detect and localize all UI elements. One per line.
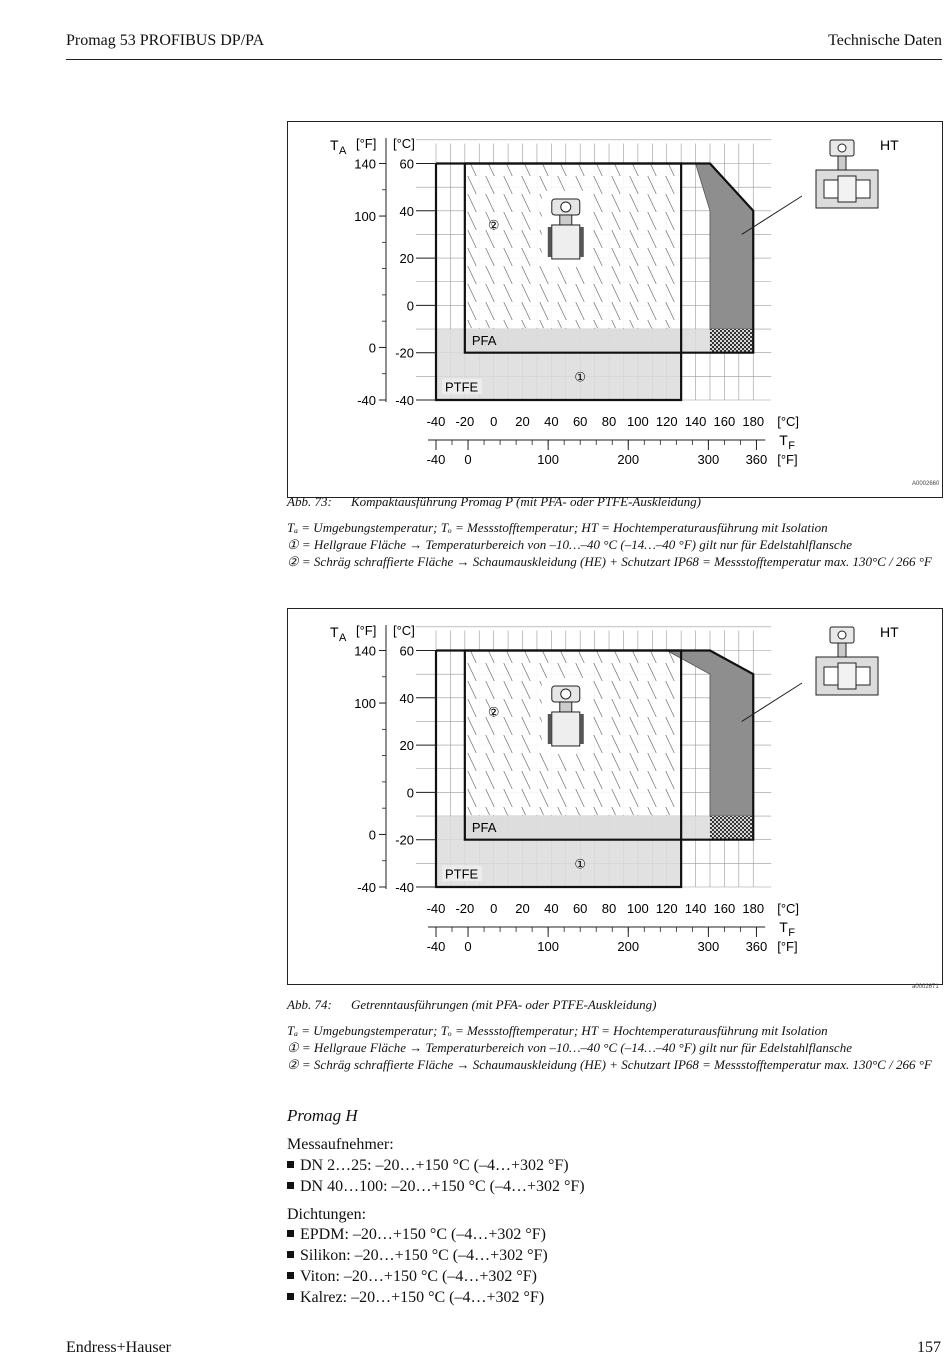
x-tick-label-c: 160 <box>713 414 736 429</box>
x-tick-label-c: 20 <box>515 414 530 429</box>
x-tick-label-f: -40 <box>426 452 446 467</box>
device-neck <box>560 215 572 225</box>
x-tick-label-f: 0 <box>464 452 472 467</box>
unit-label-c: [°C] <box>393 623 415 638</box>
figure-74-caption <box>287 997 656 1013</box>
list-item: EPDM: –20…+150 °C (–4…+302 °F) <box>287 1224 548 1245</box>
sensor-list <box>287 1155 585 1197</box>
ht-sensor <box>838 663 856 689</box>
y-tick-label-c: -20 <box>395 345 414 361</box>
ta-axis-subscript: A <box>339 145 347 157</box>
figure-74-legend-line: ② = Schräg schraffierte Fläche → Schaumauskleidung (HE) + Schutzart IP68 = Messstofftemperatur max. 130°C / 266 °F <box>287 1057 932 1072</box>
checkered-zone <box>710 329 753 353</box>
x-tick-label-f: 200 <box>617 939 640 954</box>
y-tick-label-c: -40 <box>395 880 414 895</box>
marker-2: ② <box>487 218 500 234</box>
x-tick-label-c: 120 <box>655 414 678 429</box>
flange-left <box>548 714 552 744</box>
pfa-zone <box>465 329 753 353</box>
x-tick-label-c: 160 <box>713 901 736 916</box>
ht-device-icon <box>816 627 878 695</box>
x-tick-label-f: 300 <box>697 939 720 954</box>
x-unit-f: [°F] <box>777 939 798 954</box>
compact-device-icon <box>542 678 590 754</box>
checkered-zone <box>710 816 753 840</box>
list-item: DN 40…100: –20…+150 °C (–4…+302 °F) <box>287 1176 585 1197</box>
y-tick-label-c: 40 <box>399 690 414 706</box>
bullet-icon <box>287 1230 294 1237</box>
x-tick-label-f: 100 <box>537 452 560 467</box>
flange-left <box>548 227 552 257</box>
ta-axis-subscript: A <box>339 632 347 644</box>
ht-sensor <box>838 176 856 202</box>
ta-axis-label: T <box>330 137 339 153</box>
pfa-label: PFA <box>471 820 497 836</box>
display-window <box>561 202 571 212</box>
ht-label: HT <box>880 624 899 640</box>
display-window <box>561 689 571 699</box>
x-tick-label-f: 300 <box>697 452 720 467</box>
y-tick-label-f: -40 <box>357 393 376 408</box>
x-tick-label-c: 120 <box>655 901 678 916</box>
y-tick-label-f: 140 <box>354 156 376 172</box>
x-tick-label-c: 100 <box>627 901 649 916</box>
y-tick-label-f: 0 <box>368 827 376 843</box>
figure-74-caption-text: Getrenntausführungen (mit PFA- oder PTFE-Auskleidung) <box>351 997 657 1012</box>
figure-73-caption <box>287 494 701 510</box>
list-item: Silikon: –20…+150 °C (–4…+302 °F) <box>287 1245 548 1266</box>
x-unit-f: [°F] <box>777 452 798 467</box>
bullet-icon <box>287 1251 294 1258</box>
ht-zone <box>696 164 754 330</box>
bullet-icon <box>287 1293 294 1300</box>
x-tick-label-c: -40 <box>426 414 446 429</box>
figure-73-diagram <box>287 121 943 498</box>
x-tick-label-c: 100 <box>627 414 649 429</box>
figure-74-legend-line: Tₐ = Umgebungstemperatur; Tₒ = Messstofftemperatur; HT = Hochtemperaturausführung mit Isolation <box>287 1023 828 1038</box>
y-tick-label-c: 0 <box>406 298 414 314</box>
unit-label-c: [°C] <box>393 136 415 151</box>
figure-74-diagram <box>287 608 943 985</box>
figure-73-legend-line: Tₐ = Umgebungstemperatur; Tₒ = Messstofftemperatur; HT = Hochtemperaturausführung mit Isolation <box>287 520 828 535</box>
x-tick-label-c: 80 <box>601 414 617 429</box>
flange-right <box>580 714 584 744</box>
x-unit-c: [°C] <box>777 901 800 916</box>
figure-74-legend <box>287 1022 932 1073</box>
x-tick-label-c: -20 <box>455 414 475 429</box>
pfa-zone <box>465 816 753 840</box>
section-title: Promag H <box>287 1106 358 1125</box>
ht-neck <box>838 643 846 657</box>
footer-brand: Endress+Hauser <box>66 1339 171 1356</box>
figure-74-legend-line: ① = Hellgraue Fläche → Temperaturbereich von –10…–40 °C (–14…–40 °F) gilt nur für Edelstahlflansche <box>287 1040 852 1055</box>
y-tick-label-f: 140 <box>354 643 376 659</box>
ht-neck <box>838 156 846 170</box>
y-tick-label-c: -20 <box>395 832 414 848</box>
figure-73-number: Abb. 73: <box>287 494 332 509</box>
x-tick-label-f: 100 <box>537 939 560 954</box>
sensor-body <box>552 712 580 746</box>
x-tick-label-c: 80 <box>601 901 617 916</box>
ptfe-label: PTFE <box>445 379 479 395</box>
x-tick-label-c: 60 <box>572 901 588 916</box>
x-tick-label-c: 180 <box>742 414 765 429</box>
device-neck <box>560 702 572 712</box>
x-tick-label-c: 0 <box>490 901 498 916</box>
x-tick-label-f: -40 <box>426 939 446 954</box>
sensor-label: Messaufnehmer: <box>287 1136 394 1153</box>
figure-73-code: A0002660 <box>912 481 940 487</box>
ptfe-label: PTFE <box>445 866 479 882</box>
x-tick-label-c: 140 <box>684 901 707 916</box>
seal-list <box>287 1224 548 1308</box>
ht-label: HT <box>880 137 899 153</box>
bullet-icon <box>287 1272 294 1279</box>
figure-73-legend <box>287 519 932 570</box>
running-header-section: Technische Daten <box>828 32 942 49</box>
ht-device-icon <box>816 140 878 208</box>
y-tick-label-f: 100 <box>354 696 376 712</box>
x-tick-label-c: 40 <box>544 414 559 429</box>
pfa-label: PFA <box>471 333 497 349</box>
x-tick-label-f: 200 <box>617 452 640 467</box>
y-tick-label-c: 40 <box>399 203 414 219</box>
bullet-icon <box>287 1182 294 1189</box>
x-tick-label-c: 180 <box>742 901 765 916</box>
header-rule <box>66 59 942 60</box>
figure-74-code: a0002671 <box>912 984 939 990</box>
figure-73-legend-line: ② = Schräg schraffierte Fläche → Schaumauskleidung (HE) + Schutzart IP68 = Messstofftemperatur max. 130°C / 266 °F <box>287 554 932 569</box>
ht-display <box>838 631 846 639</box>
x-tick-label-c: 20 <box>515 901 530 916</box>
list-item: Viton: –20…+150 °C (–4…+302 °F) <box>287 1266 548 1287</box>
y-tick-label-c: 0 <box>406 785 414 801</box>
figure-74-number: Abb. 74: <box>287 997 332 1012</box>
x-tick-label-c: 40 <box>544 901 559 916</box>
x-unit-c: [°C] <box>777 414 800 429</box>
page-number: 157 <box>917 1339 941 1356</box>
marker-2: ② <box>487 705 500 721</box>
figure-73-caption-text: Kompaktausführung Promag P (mit PFA- oder PTFE-Auskleidung) <box>351 494 702 509</box>
x-tick-label-f: 360 <box>745 452 768 467</box>
tf-axis-label: T <box>779 432 788 448</box>
unit-label-f: [°F] <box>356 136 377 151</box>
list-item: Kalrez: –20…+150 °C (–4…+302 °F) <box>287 1287 548 1308</box>
unit-label-f: [°F] <box>356 623 377 638</box>
ht-display <box>838 144 846 152</box>
x-tick-label-c: 140 <box>684 414 707 429</box>
compact-device-icon <box>542 191 590 267</box>
x-tick-label-f: 0 <box>464 939 472 954</box>
tf-axis-label: T <box>779 919 788 935</box>
y-tick-label-c: -40 <box>395 393 414 408</box>
figure-73-legend-line: ① = Hellgraue Fläche → Temperaturbereich von –10…–40 °C (–14…–40 °F) gilt nur für Edelstahlflansche <box>287 537 852 552</box>
running-header-title: Promag 53 PROFIBUS DP/PA <box>66 32 265 49</box>
temperature-range-diagram <box>288 122 942 497</box>
x-tick-label-c: -20 <box>455 901 475 916</box>
y-tick-label-c: 20 <box>399 251 414 267</box>
ta-axis-label: T <box>330 624 339 640</box>
flange-right <box>580 227 584 257</box>
temperature-range-diagram <box>288 609 942 984</box>
y-tick-label-c: 20 <box>399 738 414 754</box>
y-tick-label-c: 60 <box>399 156 414 172</box>
x-tick-label-c: 60 <box>572 414 588 429</box>
y-tick-label-f: 100 <box>354 209 376 225</box>
y-tick-label-c: 60 <box>399 643 414 659</box>
tf-axis-subscript: F <box>788 927 795 939</box>
x-tick-label-c: 0 <box>490 414 498 429</box>
x-tick-label-c: -40 <box>426 901 446 916</box>
y-tick-label-f: -40 <box>357 880 376 895</box>
list-item: DN 2…25: –20…+150 °C (–4…+302 °F) <box>287 1155 585 1176</box>
seal-label: Dichtungen: <box>287 1206 367 1223</box>
bullet-icon <box>287 1161 294 1168</box>
marker-1: ① <box>574 370 587 386</box>
marker-1: ① <box>574 857 587 873</box>
tf-axis-subscript: F <box>788 440 795 452</box>
y-tick-label-f: 0 <box>368 340 376 356</box>
sensor-body <box>552 225 580 259</box>
x-tick-label-f: 360 <box>745 939 768 954</box>
